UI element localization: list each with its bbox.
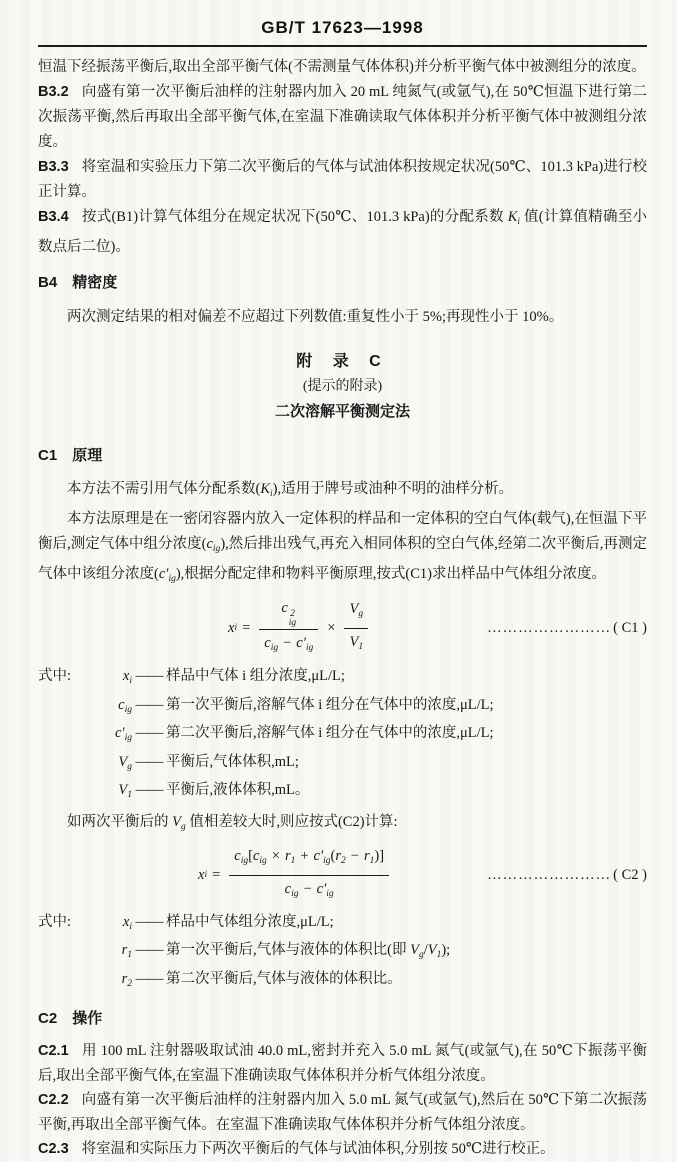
- def-vg-base: V: [118, 753, 128, 770]
- f2-dminus: −: [303, 880, 312, 897]
- def2-r1-post: );: [441, 942, 451, 958]
- def-v1-desc: 平衡后,液体体积,mL。: [166, 782, 310, 798]
- note-vg-sub: g: [180, 821, 186, 832]
- f1-minus: −: [283, 635, 292, 651]
- f1-den-b-sub: ig: [305, 643, 314, 653]
- f1-fraction-main: [259, 596, 318, 661]
- def-row-cig-prime: [38, 722, 647, 751]
- formula-c2: [38, 844, 647, 907]
- def-row-r2: [38, 968, 647, 997]
- def-xi-base: x: [122, 668, 130, 684]
- f2-r1-sub: 1: [290, 855, 296, 866]
- section-c2-title: 操作: [72, 1010, 103, 1027]
- clause-b3-4-text-pre: 按式(B1)计算气体组分在规定状况下(50℃、101.3 kPa)的分配系数: [81, 209, 508, 225]
- f2-nb-sub: ig: [259, 855, 267, 866]
- appendix-c-subtitle: (提示的附录): [302, 379, 383, 394]
- def-sym-r2: [88, 968, 132, 997]
- f1-vnum-base: V: [349, 601, 359, 617]
- section-c1-number: C1: [38, 447, 58, 464]
- clause-b3-2: [38, 80, 647, 155]
- f2-r2: r: [335, 847, 342, 864]
- f1-vden-sub: 1: [358, 642, 364, 652]
- symbol-cig-prime-inline: c′: [158, 566, 169, 582]
- def-row-xi-2: [38, 911, 647, 940]
- note-vg-base: V: [172, 813, 181, 830]
- f2-bracket-open: [: [248, 847, 253, 864]
- clause-b3-3-label: B3.3: [38, 159, 69, 175]
- def2-xi-desc: 样品中气体组分浓度,μL/L;: [166, 913, 334, 930]
- f1-vden-base: V: [349, 634, 359, 650]
- def-prefix-empty: [38, 722, 88, 751]
- def-v1-base: V: [118, 782, 128, 798]
- f2-r2-sub: 2: [341, 855, 346, 866]
- definitions-c2: [38, 911, 647, 997]
- f1-times: ×: [327, 620, 336, 636]
- clause-c2-2: [38, 1088, 647, 1137]
- f2-numerator: [229, 844, 389, 876]
- f2-paren-close: ): [374, 847, 380, 864]
- f1-equals: =: [242, 620, 251, 636]
- def2-r1-pre: 第一次平衡后,气体与液体的体积比(即: [166, 942, 411, 958]
- def-sym-vg: [88, 751, 132, 780]
- def-dash: ——: [135, 725, 163, 741]
- def-sym-cig: [88, 694, 132, 723]
- clause-b3-1-continuation: 恒温下经振荡平衡后,取出全部平衡气体(不需测量气体体积)并分析平衡气体中被测组分的浓度。: [38, 59, 646, 75]
- def-prefix-empty: [38, 779, 88, 808]
- c1-p1-post: ),适用于牌号或油种不明的油样分析。: [272, 481, 514, 497]
- def-cig-base: c: [118, 696, 125, 713]
- formula-c2-expression: [198, 844, 393, 907]
- f1-leader-dots: ……………………: [487, 620, 612, 636]
- def-prefix-empty: [38, 751, 88, 780]
- f2-db: c′: [316, 880, 327, 897]
- f2-paren-open: (: [330, 847, 336, 864]
- clause-c2-1-text: 用 100 mL 注射器吸取试油 40.0 mL,密封并充入 5.0 mL 氮气(或氩气),在 50℃下振荡平衡后,取出全部平衡气体,在室温下准确读取气体体积并分析气体组分浓度。: [38, 1043, 647, 1084]
- def-cigp-base: c′: [115, 725, 125, 741]
- def-sym-xi-2: [88, 911, 132, 940]
- appendix-c-heading-block: [38, 350, 647, 423]
- f1-vol-den: [344, 629, 368, 660]
- f2-equation-number: ( C2 ): [613, 866, 647, 883]
- f2-r3-sub: 1: [369, 855, 375, 866]
- f2-da: c: [284, 880, 292, 897]
- def-prefix-empty: [38, 968, 88, 997]
- f1-fraction-volume: [344, 597, 368, 660]
- clause-c2-1: [38, 1039, 647, 1088]
- f1-lhs-sub: i: [234, 623, 238, 633]
- f2-plus: +: [300, 847, 309, 864]
- f2-r1: r: [284, 847, 291, 864]
- def-cig-sub: ig: [124, 704, 132, 715]
- c1-p2-s3: ),根据分配定律和物料平衡原理,按式(C1)求出样品中气体组分浓度。: [175, 566, 606, 582]
- standard-number: GB/T 17623—1998: [261, 18, 424, 37]
- f2-na-sub: ig: [240, 855, 249, 866]
- def2-r1-slash: /: [423, 942, 428, 958]
- f2-nc-sub: ig: [323, 855, 331, 866]
- note-before-c2: [38, 810, 647, 840]
- appendix-c-method-title: 二次溶解平衡测定法: [274, 403, 410, 420]
- f2-lhs: x: [198, 866, 205, 883]
- clause-b3-3-text: 将室温和实验压力下第二次平衡后的气体与试油体积按规定状况(50℃、101.3 kPa)进行校正计算。: [38, 159, 647, 200]
- section-c2-heading: [38, 1008, 647, 1030]
- section-c1-heading: [38, 445, 647, 467]
- section-c2-number: C2: [38, 1010, 58, 1027]
- c1-paragraph-1: [38, 477, 647, 507]
- def-dash: ——: [135, 913, 163, 930]
- note-pre: 如两次平衡后的: [67, 813, 173, 830]
- def2-xi-base: x: [122, 913, 130, 930]
- def-xi-desc: 样品中气体 i 组分浓度,μL/L;: [166, 668, 345, 684]
- def2-r1-v1: V: [427, 942, 437, 958]
- def-dash: ——: [135, 668, 163, 684]
- def-row-vg: [38, 751, 647, 780]
- document-body: [38, 55, 647, 1162]
- def-sym-cig-prime: [88, 722, 132, 751]
- f2-leader-dots: ……………………: [487, 866, 612, 883]
- symbol-cig-inline-sub: ig: [212, 544, 221, 554]
- clause-b3-3: [38, 155, 647, 205]
- def-dash: ——: [135, 942, 163, 958]
- def2-r1-base: r: [121, 942, 128, 958]
- f2-lhs-sub: i: [204, 869, 208, 880]
- def2-r2-base: r: [121, 970, 128, 987]
- f1-lhs: x: [228, 620, 235, 636]
- clause-c2-2-label: C2.2: [38, 1092, 69, 1108]
- f1-den-a-sub: ig: [270, 643, 279, 653]
- symbol-ki-sub: i: [517, 217, 521, 227]
- c1-p2-s1: 本方法原理是在一密闭容器内放入一定体积的样品和一定体积的空白气体(载气),在恒温下平衡后,测定气体中组分浓度(: [38, 511, 647, 552]
- symbol-ki-inline: K: [260, 481, 270, 497]
- symbol-cig-prime-inline-sub: ig: [168, 574, 176, 584]
- def-vg-sub: g: [127, 761, 132, 772]
- f1-num-sup: 2: [290, 609, 295, 619]
- def-xi-sub: i: [129, 676, 132, 686]
- definitions-c1: [38, 665, 647, 808]
- def-row-cig: [38, 694, 647, 723]
- def-row-xi: [38, 665, 647, 694]
- def-v1-sub: 1: [127, 790, 132, 800]
- clause-b3-2-label: B3.2: [38, 84, 69, 100]
- f1-vol-num: [344, 597, 368, 629]
- c1-paragraph-2: [38, 507, 647, 592]
- clause-b3-4-label: B3.4: [38, 209, 69, 225]
- section-b4-number: B4: [38, 274, 58, 291]
- clause-c2-1-label: C2.1: [38, 1043, 69, 1059]
- f1-den-a: c: [264, 635, 271, 651]
- f1-num-sub: ig: [288, 618, 297, 628]
- note-post: 值相差较大时,则应按式(C2)计算:: [185, 813, 398, 830]
- def2-r1-desc: [166, 939, 647, 968]
- def-sym-xi: [88, 665, 132, 694]
- def2-r2-sub: 2: [127, 978, 132, 989]
- clause-c2-3: [38, 1137, 647, 1162]
- f1-num-base: c: [281, 600, 288, 616]
- section-b4-title: 精密度: [72, 274, 118, 291]
- f2-r3: r: [363, 847, 370, 864]
- clause-c2-2-text: 向盛有第一次平衡后油样的注射器内加入 5.0 mL 氮气(或氩气),然后在 50℃下第二次振荡平衡,再取出全部平衡气体。在室温下准确读取气体体积并分析气体组分浓度。: [38, 1092, 647, 1133]
- clause-b3-4-text-post: 值(计算值精确至小数点后二位)。: [38, 209, 647, 255]
- clause-c2-3-text: 将室温和实际压力下两次平衡后的气体与试油体积,分别按 50℃进行校正。: [81, 1141, 555, 1157]
- symbol-cig-inline: c: [206, 536, 213, 552]
- f1-vnum-sub: g: [358, 609, 364, 619]
- f1-den-b: c′: [296, 635, 306, 651]
- f2-denominator: [229, 876, 389, 907]
- def2-xi-sub: i: [129, 921, 132, 932]
- def-sym-r1: [88, 939, 132, 968]
- where-label: 式中:: [38, 913, 72, 930]
- def-sym-v1: [88, 779, 132, 808]
- f1-numerator: [259, 596, 318, 630]
- f1-equation-number: ( C1 ): [613, 620, 647, 636]
- def2-r1-vg: V: [410, 942, 419, 958]
- clause-b3-4: [38, 205, 647, 260]
- c1-p1-pre: 本方法不需引用气体分配系数(: [67, 481, 261, 497]
- f2-db-sub: ig: [326, 888, 334, 899]
- f2-nb: c: [252, 847, 260, 864]
- f2-na: c: [234, 847, 241, 864]
- header-rule: [38, 45, 647, 47]
- formula-c1: [38, 596, 647, 661]
- section-b4-paragraph: 两次测定结果的相对偏差不应超过下列数值:重复性小于 5%;再现性小于 10%。: [67, 309, 564, 325]
- c1-p2-s2: ),然后排出残气,再充入相同体积的空白气体,经第二次平衡后,再测定气体中该组分浓度(: [38, 536, 648, 582]
- def-cig-desc: 第一次平衡后,溶解气体 i 组分在气体中的浓度,μL/L;: [166, 696, 494, 713]
- def-dash: ——: [135, 970, 163, 987]
- def-vg-desc: 平衡后,气体体积,mL;: [166, 753, 299, 770]
- symbol-ki: K: [507, 209, 518, 225]
- f2-bracket-close: ]: [379, 847, 385, 864]
- f1-num-supsub: [289, 610, 296, 628]
- f2-equals: =: [212, 866, 221, 883]
- where-label: 式中:: [38, 668, 72, 684]
- formula-c1-expression: [228, 596, 372, 661]
- section-c1-title: 原理: [72, 447, 103, 464]
- def-prefix-empty: [38, 694, 88, 723]
- def-dash: ——: [135, 696, 163, 713]
- f2-da-sub: ig: [291, 888, 299, 899]
- f2-fraction: [229, 844, 389, 907]
- def2-r1-sub: 1: [127, 950, 132, 960]
- f2-nc: c′: [313, 847, 324, 864]
- def-prefix-empty: [38, 939, 88, 968]
- def-row-r1: [38, 939, 647, 968]
- page-header: [38, 12, 647, 47]
- def-cigp-sub: ig: [124, 733, 132, 743]
- symbol-ki-inline-sub: i: [270, 489, 273, 499]
- f2-minus: −: [350, 847, 359, 864]
- def-cigp-desc: 第二次平衡后,溶解气体 i 组分在气体中的浓度,μL/L;: [166, 725, 494, 741]
- f1-denominator: [259, 630, 318, 661]
- def-row-v1: [38, 779, 647, 808]
- def2-r1-v1-sub: 1: [436, 950, 442, 960]
- section-b4-heading: [38, 272, 647, 294]
- appendix-c-title: 附 录 C: [296, 353, 389, 370]
- def2-r1-vg-sub: g: [418, 950, 424, 960]
- def-dash: ——: [135, 753, 163, 770]
- f2-times: ×: [271, 847, 280, 864]
- def-dash: ——: [135, 782, 163, 798]
- def2-r2-desc: 第二次平衡后,气体与液体的体积比。: [166, 970, 402, 987]
- clause-c2-3-label: C2.3: [38, 1141, 69, 1157]
- clause-b3-2-text: 向盛有第一次平衡后油样的注射器内加入 20 mL 纯氮气(或氩气),在 50℃恒温下进行第二次振荡平衡,然后再取出全部平衡气体,在室温下准确读取气体体积并分析平衡气体中被测组分浓度。: [38, 84, 647, 150]
